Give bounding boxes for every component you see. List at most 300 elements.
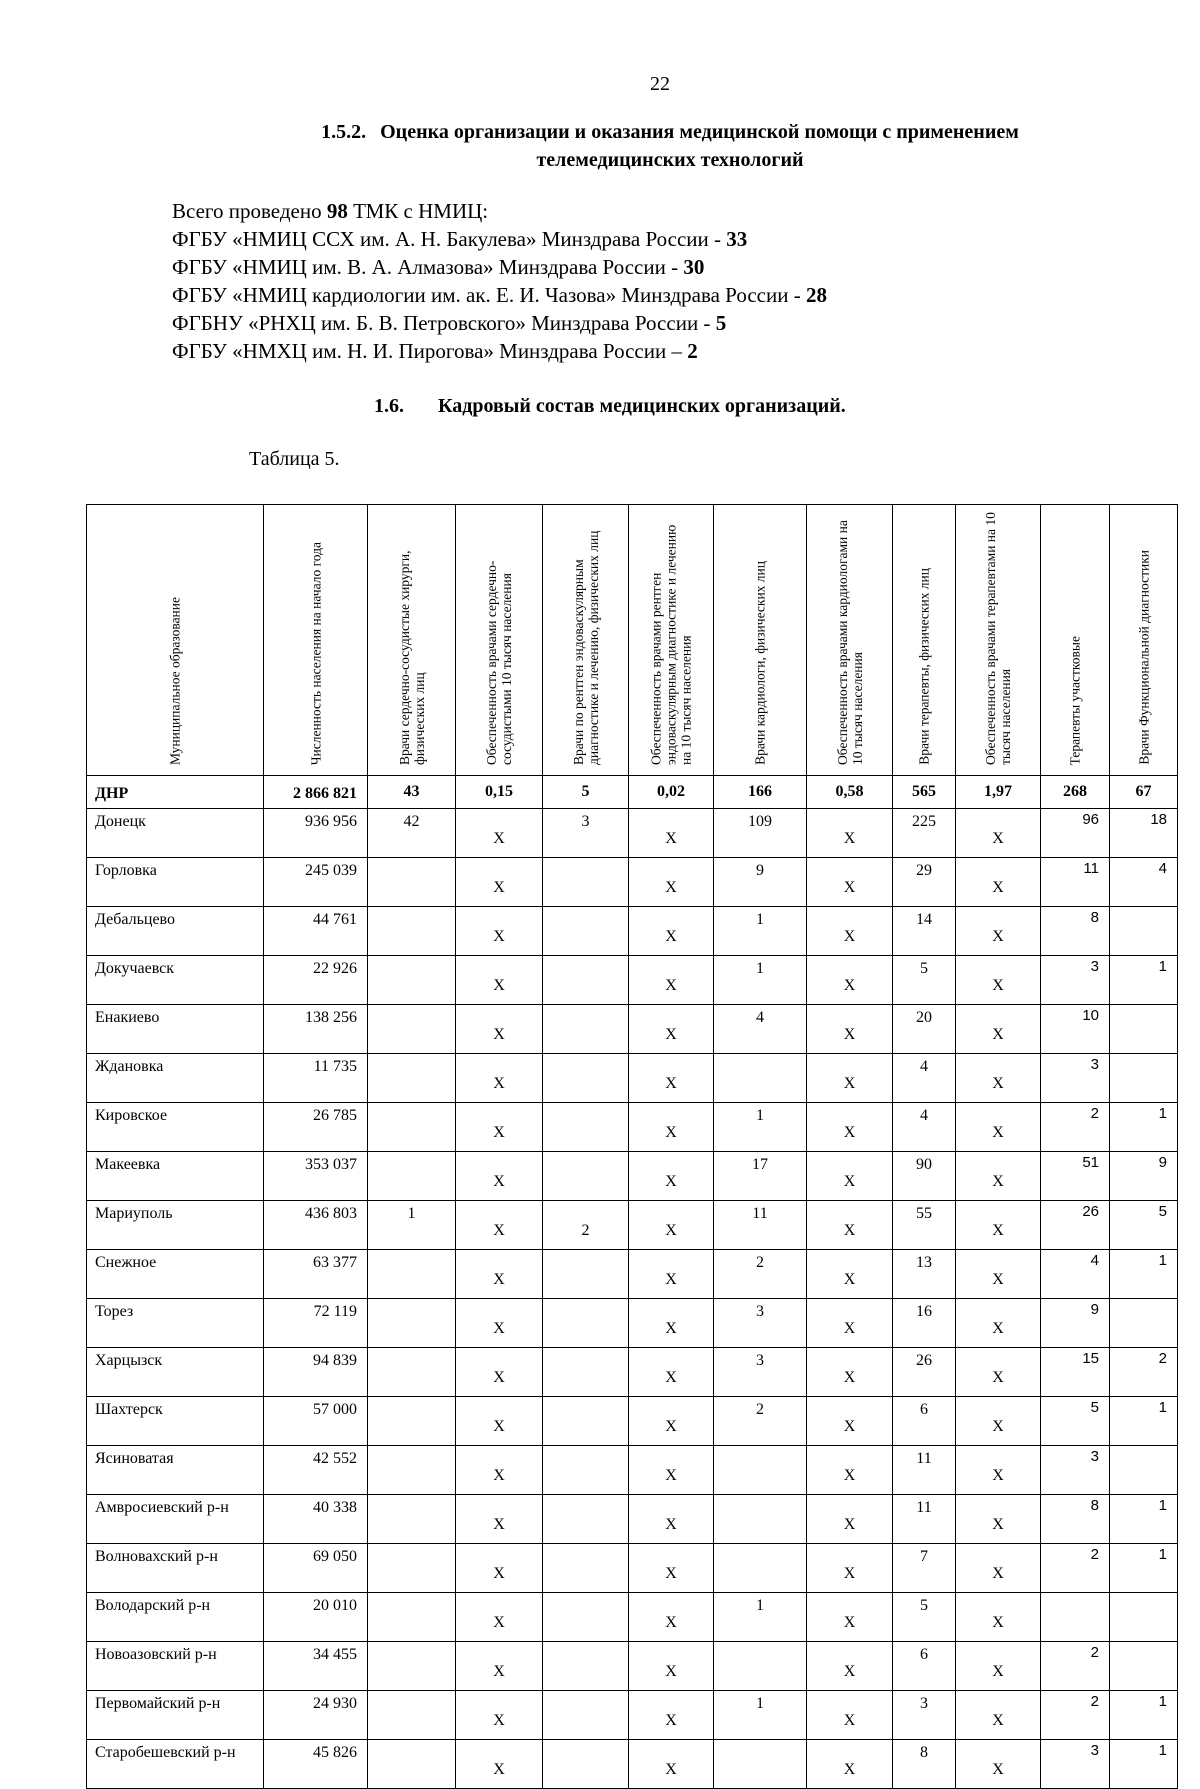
tmk-summary [172,197,827,365]
table-cell: 11 [1041,858,1110,907]
table-cell [543,956,629,1005]
header-cardiologists [714,505,807,776]
table-cell: 18 [1110,809,1178,858]
header-label: Муниципальное образование [167,596,183,765]
table-cell: Горловка [87,858,264,907]
tmk-item-text: ФГБУ «НМИЦ им. В. А. Алмазова» Минздрава России - [172,255,684,279]
table-cell: 29 [893,858,956,907]
table-cell: 26 [1041,1201,1110,1250]
tmk-item-value: 28 [805,283,827,307]
heading-number: 1.5.2. [321,121,367,143]
table-cell: 0,15 [456,776,543,809]
table-cell [368,1299,456,1348]
table-cell: 67 [1110,776,1178,809]
table-cell: Мариуполь [87,1201,264,1250]
table-row [87,1152,1178,1201]
header-label: Обеспеченность врачами сердечно-сосудистыми 10 тысяч населения [484,560,514,765]
table-cell [1110,1054,1178,1103]
table-cell [543,1495,629,1544]
table-cell: Харцызск [87,1348,264,1397]
table-row [87,956,1178,1005]
table-cell: Х [629,1642,714,1691]
table-cell: Х [456,956,543,1005]
table-cell: Ясиноватая [87,1446,264,1495]
table-cell [714,1446,807,1495]
table-row [87,1642,1178,1691]
table-cell: 51 [1041,1152,1110,1201]
table-row [87,1446,1178,1495]
table-cell: 4 [714,1005,807,1054]
table-cell: 2 [714,1397,807,1446]
table-cell: Х [456,1201,543,1250]
table-cell: Х [807,1593,893,1642]
table-cell: 1,97 [956,776,1041,809]
table-cell: Х [807,1299,893,1348]
table-cell [368,1348,456,1397]
table-cell [1110,1446,1178,1495]
table-cell: 268 [1041,776,1110,809]
table-cell: 1 [1110,1495,1178,1544]
table-cell [368,1054,456,1103]
table-caption: Таблица 5. [249,448,340,470]
table-cell: Торез [87,1299,264,1348]
table-cell: Х [956,1299,1041,1348]
table-cell: Х [956,1446,1041,1495]
table-cell: Х [807,956,893,1005]
table-cell: 1 [1110,1544,1178,1593]
tmk-item [172,281,827,309]
header-district-therapists [1041,505,1110,776]
table-cell: 138 256 [264,1005,368,1054]
table-cell: Х [456,1397,543,1446]
header-municipality [87,505,264,776]
table-cell: 936 956 [264,809,368,858]
table-cell: Х [807,1005,893,1054]
table-cell: 1 [1110,1250,1178,1299]
table-cell: 22 926 [264,956,368,1005]
section-heading-1-5-2 [220,118,1120,174]
table-cell: Х [629,1348,714,1397]
table-cell: Х [629,1495,714,1544]
table-cell: Х [807,1544,893,1593]
table-cell: Х [807,1691,893,1740]
table-row [87,1005,1178,1054]
table-cell: Макеевка [87,1152,264,1201]
table-cell: Донецк [87,809,264,858]
table-cell: Х [956,1495,1041,1544]
table-cell: 1 [1110,956,1178,1005]
table-cell: Х [956,1593,1041,1642]
table-cell: Х [956,1201,1041,1250]
table-row [87,1691,1178,1740]
tmk-total-line [172,197,827,225]
table-cell: 353 037 [264,1152,368,1201]
table-cell: Х [456,1054,543,1103]
table-cell [543,1348,629,1397]
table-cell [543,1446,629,1495]
table-cell: 1 [714,1691,807,1740]
table-cell: Х [456,1103,543,1152]
table-cell: Х [629,1005,714,1054]
table-cell: Х [456,1446,543,1495]
table-cell [543,1642,629,1691]
table-cell: Х [956,1544,1041,1593]
table-cell: 26 [893,1348,956,1397]
table-cell: Х [456,1299,543,1348]
table-cell: Х [956,1740,1041,1789]
table-cell: 96 [1041,809,1110,858]
table-cell: Х [807,1642,893,1691]
header-label: Обеспеченность врачами кардиологами на 10 тысяч населения [834,520,865,765]
table-cell: Х [629,956,714,1005]
table-cell: 5 [893,1593,956,1642]
table-cell: 1 [714,1103,807,1152]
table-cell: Х [807,1495,893,1544]
table-cell [543,1544,629,1593]
table-cell: Х [456,1495,543,1544]
table-row [87,1201,1178,1250]
table-cell: Х [956,1250,1041,1299]
table-cell: Волновахский р-н [87,1544,264,1593]
table-cell: 5 [1041,1397,1110,1446]
table-cell: Х [456,1740,543,1789]
table-cell: 4 [893,1054,956,1103]
header-cardiovascular-surgeons [368,505,456,776]
table-cell [368,1544,456,1593]
tmk-item-text: ФГБУ «НМИЦ кардиологии им. ак. Е. И. Чазова» Минздрава России - [172,283,806,307]
table-cell: Х [807,1250,893,1299]
table-cell [368,1152,456,1201]
header-label: Врачи кардиологи, физических лиц [752,561,768,765]
table-cell: 55 [893,1201,956,1250]
table-cell: 42 [368,809,456,858]
tmk-item-value: 2 [687,339,698,363]
table-cell [1110,1593,1178,1642]
table-cell: 2 [1041,1544,1110,1593]
table-cell: Новоазовский р-н [87,1642,264,1691]
table-cell [368,1446,456,1495]
table-row [87,1250,1178,1299]
table-cell: 5 [543,776,629,809]
table-cell [368,1103,456,1152]
table-cell [368,1397,456,1446]
table-cell: Х [629,1740,714,1789]
table-row [87,1103,1178,1152]
table-cell: Х [956,1397,1041,1446]
header-population [264,505,368,776]
table-cell: Х [807,1446,893,1495]
header-cardiovascular-surgeons-per-10k [456,505,543,776]
heading-line-1: Оценка организации и оказания медицинской помощи с применением [380,121,1019,143]
table-cell [543,1593,629,1642]
table-cell: 0,02 [629,776,714,809]
table-cell: 14 [893,907,956,956]
table-cell: Кировское [87,1103,264,1152]
table-cell: Х [956,858,1041,907]
table-row [87,1740,1178,1789]
table-cell [543,907,629,956]
table-cell: 1 [714,907,807,956]
table-cell: 17 [714,1152,807,1201]
table-cell: Х [456,1593,543,1642]
table-cell: 6 [893,1397,956,1446]
table-cell: 43 [368,776,456,809]
table-cell: Х [807,1103,893,1152]
header-label: Терапевты участковые [1067,635,1083,765]
table-cell: 166 [714,776,807,809]
table-cell [714,1054,807,1103]
table-cell [368,1593,456,1642]
table-cell: 15 [1041,1348,1110,1397]
table-cell: Х [629,1544,714,1593]
table-cell: Х [629,1691,714,1740]
table-cell: Х [629,809,714,858]
table-cell: Шахтерск [87,1397,264,1446]
table-cell: 225 [893,809,956,858]
table-cell: 69 050 [264,1544,368,1593]
table-cell: Х [807,858,893,907]
table-cell [368,858,456,907]
table-cell [543,1005,629,1054]
table-cell: Х [956,1103,1041,1152]
table-cell: Х [629,1054,714,1103]
table-cell: Х [456,1642,543,1691]
tmk-item-text: ФГБУ «НМИЦ ССХ им. А. Н. Бакулева» Минздрава России - [172,227,727,251]
table-cell: Х [456,1544,543,1593]
table-cell: 72 119 [264,1299,368,1348]
tmk-total-suffix: ТМК с НМИЦ: [347,199,489,223]
table-cell: Х [956,1348,1041,1397]
table-cell: 11 735 [264,1054,368,1103]
table-cell: Х [456,1005,543,1054]
table-cell: Х [956,956,1041,1005]
tmk-total-value: 98 [326,199,348,223]
page-number: 22 [650,73,670,95]
table-cell: 1 [1110,1691,1178,1740]
table-cell [543,858,629,907]
table-row [87,907,1178,956]
header-endovascular-per-10k [629,505,714,776]
section-number: 1.6. [374,395,404,417]
table-cell: 2 866 821 [264,776,368,809]
table-cell: Х [629,907,714,956]
table-cell: Х [629,1152,714,1201]
table-cell: Х [956,1005,1041,1054]
table-cell: 3 [1041,1054,1110,1103]
header-label: Обеспеченность врачами рентген эндоваскулярным диагностике и лечению на 10 тысяч населения [648,524,694,765]
table-cell: Х [807,1740,893,1789]
table-cell: Дебальцево [87,907,264,956]
table-cell [543,1103,629,1152]
table-cell [1110,1299,1178,1348]
table-cell: 2 [1041,1103,1110,1152]
table-cell: 8 [893,1740,956,1789]
staff-table [86,504,1178,1789]
tmk-item [172,309,827,337]
table-cell: Первомайский р-н [87,1691,264,1740]
table-cell [1110,907,1178,956]
tmk-item [172,337,827,365]
header-label: Врачи Функциональной диагностики [1136,550,1151,765]
table-cell: 4 [1041,1250,1110,1299]
table-cell: Х [629,1446,714,1495]
table-cell: 4 [893,1103,956,1152]
table-cell: Х [456,1152,543,1201]
table-cell: ДНР [87,776,264,809]
table-cell: Х [629,1250,714,1299]
tmk-item [172,225,827,253]
table-cell: 26 785 [264,1103,368,1152]
table-row-total [87,776,1178,809]
table-cell: Х [807,1348,893,1397]
table-cell [368,1691,456,1740]
table-cell: 63 377 [264,1250,368,1299]
table-row [87,1495,1178,1544]
table-cell: 11 [893,1495,956,1544]
table-cell: 45 826 [264,1740,368,1789]
tmk-item-value: 5 [715,311,727,335]
table-cell: 1 [1110,1740,1178,1789]
table-cell: 24 930 [264,1691,368,1740]
table-cell: 2 [714,1250,807,1299]
table-header-row [87,505,1178,776]
table-cell: Х [456,1250,543,1299]
table-cell: 3 [1041,1740,1110,1789]
header-label: Врачи по рентген эндоваскулярным диагностике и лечению, физических лиц [570,530,601,765]
section-title-1-6 [374,395,846,418]
table-cell: Х [456,809,543,858]
table-cell: Х [807,1397,893,1446]
table-row [87,1544,1178,1593]
table-cell: Х [956,1152,1041,1201]
table-cell: Докучаевск [87,956,264,1005]
table-cell: 5 [1110,1201,1178,1250]
table-cell: 1 [714,1593,807,1642]
table-cell: 8 [1041,1495,1110,1544]
table-cell: 9 [1041,1299,1110,1348]
table-row [87,809,1178,858]
header-functional-diagnostics-doctors [1110,505,1178,776]
table-cell: 245 039 [264,858,368,907]
table-cell: 8 [1041,907,1110,956]
table-cell: 3 [1041,1446,1110,1495]
table-cell: 1 [1110,1103,1178,1152]
table-cell: Х [629,858,714,907]
table-row [87,858,1178,907]
table-cell: Х [807,1054,893,1103]
table-cell: 6 [893,1642,956,1691]
table-cell [714,1740,807,1789]
table-cell: 565 [893,776,956,809]
table-cell: 1 [368,1201,456,1250]
table-cell [543,1740,629,1789]
table-cell: Х [456,1348,543,1397]
table-cell [368,1005,456,1054]
tmk-total-prefix: Всего проведено [172,199,327,223]
header-label: Врачи сердечно-сосудистые хирурги, физических лиц [396,550,427,765]
table-cell: Володарский р-н [87,1593,264,1642]
tmk-item-value: 33 [726,227,748,251]
table-cell: 0,58 [807,776,893,809]
table-cell: Х [456,907,543,956]
table-row [87,1299,1178,1348]
table-cell [714,1642,807,1691]
table-cell: 3 [1041,956,1110,1005]
table-cell [543,1054,629,1103]
table-cell: Х [956,907,1041,956]
table-cell: Х [956,1642,1041,1691]
table-cell: 42 552 [264,1446,368,1495]
header-therapists-per-10k [956,505,1041,776]
table-row [87,1054,1178,1103]
tmk-item-text: ФГБУ «НМХЦ им. Н. И. Пирогова» Минздрава России – [172,339,688,363]
table-cell: 11 [893,1446,956,1495]
table-cell: 10 [1041,1005,1110,1054]
table-cell: 3 [714,1348,807,1397]
table-cell [368,907,456,956]
table-cell: 2 [1110,1348,1178,1397]
table-cell: 34 455 [264,1642,368,1691]
table-cell: Х [629,1299,714,1348]
table-cell: Х [807,1201,893,1250]
header-label: Численность населения на начало года [308,541,323,765]
table-cell: Х [629,1103,714,1152]
table-cell: 2 [543,1201,629,1250]
table-cell: 16 [893,1299,956,1348]
table-cell [368,956,456,1005]
table-cell [543,1152,629,1201]
table-cell: 94 839 [264,1348,368,1397]
table-cell [1110,1642,1178,1691]
table-cell [714,1544,807,1593]
header-cardiologists-per-10k [807,505,893,776]
table-cell: 1 [714,956,807,1005]
table-cell: Х [956,1054,1041,1103]
table-cell: Х [807,1152,893,1201]
tmk-item-value: 30 [683,255,705,279]
table-row [87,1348,1178,1397]
table-cell: Х [956,809,1041,858]
table-cell: 436 803 [264,1201,368,1250]
table-cell [368,1642,456,1691]
table-cell: 90 [893,1152,956,1201]
heading-line-2: телемедицинских технологий [536,149,804,171]
table-cell: 11 [714,1201,807,1250]
table-cell [543,1397,629,1446]
table-cell [368,1495,456,1544]
table-cell [1041,1593,1110,1642]
table-cell: 9 [1110,1152,1178,1201]
table-cell: 5 [893,956,956,1005]
table-cell: Х [629,1593,714,1642]
table-cell: Снежное [87,1250,264,1299]
table-cell: 7 [893,1544,956,1593]
table-cell: Х [629,1397,714,1446]
table-cell: 40 338 [264,1495,368,1544]
table-cell: Х [956,1691,1041,1740]
table-cell: Х [807,809,893,858]
table-cell [543,1299,629,1348]
table-cell: 109 [714,809,807,858]
tmk-item-text: ФГБНУ «РНХЦ им. Б. В. Петровского» Минздрава России - [172,311,716,335]
table-cell [543,1691,629,1740]
header-label: Врачи терапевты, физических лиц [916,568,932,765]
table-cell: 44 761 [264,907,368,956]
table-cell: 4 [1110,858,1178,907]
header-endovascular-doctors [543,505,629,776]
table-cell [368,1740,456,1789]
table-cell: Х [456,1691,543,1740]
